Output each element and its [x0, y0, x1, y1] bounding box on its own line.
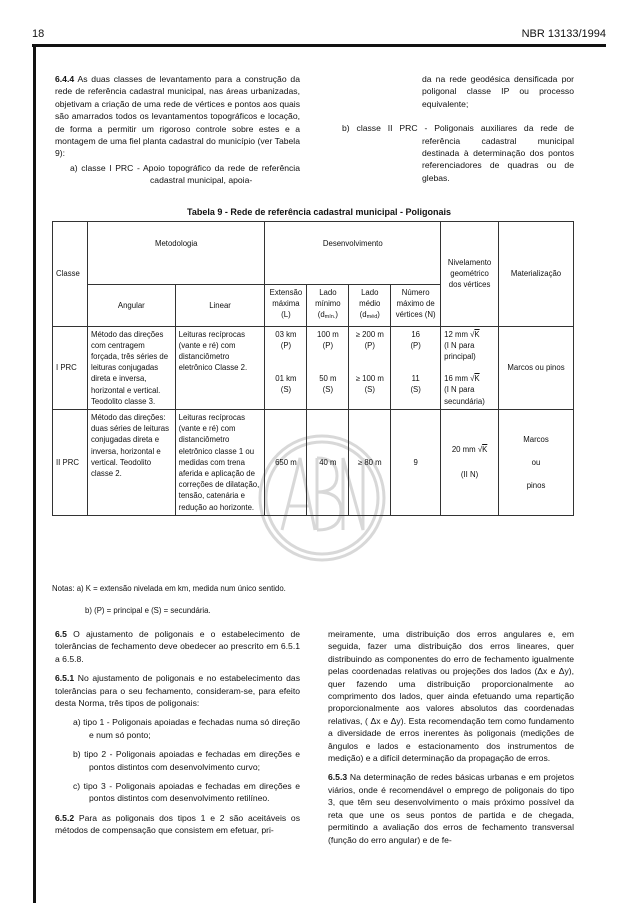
- standard-code: NBR 13133/1994: [521, 28, 606, 40]
- page-header: [32, 28, 606, 42]
- cell-lado-minimo: 100 m (P) 50 m (S): [307, 326, 349, 409]
- bottom-right-column: [328, 628, 574, 846]
- cell-extensao: 650 m: [265, 410, 307, 516]
- cell-angular: Método das direções com centragem forçada, três séries de leituras conjugadas direta e inversa, horizontal e vertical. Teodolito classe 3.: [87, 326, 175, 409]
- header-nivelamento: Nivelamento geométrico dos vértices: [441, 222, 499, 327]
- paragraph-6-5-2-continued: meiramente, uma distribuição dos erros angulares e, em seguida, fazer uma distribuição dos erros lineares, quer distribuindo as componentes do erro de fechamento igualmente pelas coordenadas relativas ou projeções dos lados (Δx e Δy), quer fazendo uma distribuição proporcionalmente ao comprimento dos lados, quer ainda efetuando uma repartição proporcionalmente aos valores absolutos das coordenadas relativas, ( Δx e Δy). Esta recomendação tem como fundamento a diversidade de erros inerentes às poligonais (medições de ângulos e lados e estacionamento dos instrumentos de medição) e a difícil determinação da propagação de erros.: [328, 629, 574, 764]
- table-note-a: Notas: a) K = extensão nivelada em km, medida num único sentido.: [52, 584, 286, 593]
- header-materializacao: Materialização: [499, 222, 574, 327]
- header-rule: [32, 44, 606, 47]
- table-header-row-1: [53, 222, 574, 285]
- left-margin-rule: [33, 44, 36, 903]
- cell-materializacao: Marcos ou pinos: [499, 326, 574, 409]
- item-tipo-1: a) tipo 1 - Poligonais apoiadas e fechadas numa só direção e num só ponto;: [73, 717, 300, 740]
- cell-materializacao: Marcos ou pinos: [499, 410, 574, 516]
- cell-numero-vertices: 9: [391, 410, 441, 516]
- item-a: a) classe I PRC - Apoio topográfico da rede de referência cadastral municipal, apoia-: [70, 162, 300, 186]
- header-extensao: Extensão máxima (L): [265, 285, 307, 327]
- header-metodologia: Metodologia: [87, 222, 264, 285]
- table-row: [53, 326, 574, 409]
- cell-classe: II PRC: [53, 410, 88, 516]
- paragraph-6-5: 6.5 O ajustamento de poligonais e o estabelecimento de tolerâncias de fechamento deve obedecer ao prescrito em 6.5.1 a 6.5.8.: [55, 629, 300, 664]
- paragraph-6-5-3: 6.5.3 Na determinação de redes básicas urbanas e em projetos viários, onde é recomendável o emprego de poligonais do tipo 3, que têm seu desenvolvimento o mais próximo possível da reta que une os seus pontos de partida e de chegada, permitindo a avaliação dos erros de fechamento transversal (função do erro angular) e de fe-: [328, 772, 574, 845]
- page-number: 18: [32, 28, 45, 40]
- table-row: [53, 410, 574, 516]
- header-linear: Linear: [175, 285, 265, 327]
- cell-classe: I PRC: [53, 326, 88, 409]
- cell-linear: Leituras recíprocas (vante e ré) com distanciômetro eletrônico classe 1 ou medidas com trena aferida e aplicação de correções de dilatação, tensão, catenária e redução ao horizonte.: [175, 410, 265, 516]
- tolerance-secundaria: 16 mm √K: [444, 374, 480, 384]
- item-tipo-2: b) tipo 2 - Poligonais apoiadas e fechadas em direções e pontos distintos com desenvolvimento curvo;: [73, 749, 300, 772]
- header-desenvolvimento: Desenvolvimento: [265, 222, 441, 285]
- header-numero-vertices: Número máximo de vértices (N): [391, 285, 441, 327]
- cell-lado-medio: ≥ 200 m (P) ≥ 100 m (S): [349, 326, 391, 409]
- header-angular: Angular: [87, 285, 175, 327]
- cell-nivelamento: 12 mm √K (I N para principal) 16 mm √K (I N para secundária): [441, 326, 499, 409]
- paragraph-6-5-1: 6.5.1 No ajustamento de poligonais e no estabelecimento das tolerâncias para o seu fechamento, consideram-se, para efeito desta Norma, três tipos de poligonais:: [55, 673, 300, 709]
- header-lado-minimo: Lado mínimo (dmín.): [307, 285, 349, 327]
- tolerance-ii: 20 mm √K: [451, 445, 488, 455]
- cell-linear: Leituras recíprocas (vante e ré) com distanciômetro eletrônico Classe 2.: [175, 326, 265, 409]
- table-note-b: b) (P) = principal e (S) = secundária.: [85, 606, 211, 615]
- item-tipo-3: c) tipo 3 - Poligonais apoiadas e fechadas em direções e pontos distintos com desenvolvimento retilíneo.: [73, 781, 300, 804]
- cell-extensao: 03 km (P) 01 km (S): [265, 326, 307, 409]
- paragraph-6-4-4: 6.4.4 As duas classes de levantamento para a construção da rede de referência cadastral municipal, nas áreas urbanizadas, objetivam a criação de uma rede de vértices e pontos aos quais são amarrados todos os levantamentos topográficos e locação, de forma a permitir um rigoroso controle sobre estes e a montagem de uma fiel planta cadastral do município (ver Tabela 9):: [55, 74, 300, 159]
- header-classe: Classe: [53, 222, 88, 327]
- item-b: b) classe II PRC - Poligonais auxiliares da rede de referência cadastral municipal destinada à determinação dos pontos referenciadores de quadras ou de glebas.: [342, 123, 574, 183]
- table-9: [52, 221, 574, 516]
- tolerance-principal: 12 mm √K: [444, 329, 480, 339]
- cell-angular: Método das direções: duas séries de leituras conjugadas direta e inversa, horizontal e vertical. Teodolito classe 2.: [87, 410, 175, 516]
- cell-nivelamento: 20 mm √K (II N): [441, 410, 499, 516]
- top-right-column: [342, 73, 574, 184]
- cell-lado-minimo: 40 m: [307, 410, 349, 516]
- cell-numero-vertices: 16 (P) 11 (S): [391, 326, 441, 409]
- item-a-continued: da na rede geodésica densificada por poligonal classe IP ou processo equivalente;: [422, 74, 574, 109]
- header-lado-medio: Lado médio (dméd): [349, 285, 391, 327]
- paragraph-6-5-2: 6.5.2 Para as poligonais dos tipos 1 e 2 são aceitáveis os métodos de compensação que consistem em efetuar, pri-: [55, 812, 300, 836]
- table-title: Tabela 9 - Rede de referência cadastral municipal - Poligonais: [187, 207, 451, 217]
- top-left-column: [55, 73, 300, 187]
- bottom-left-column: [55, 628, 300, 837]
- cell-lado-medio: ≥ 80 m: [349, 410, 391, 516]
